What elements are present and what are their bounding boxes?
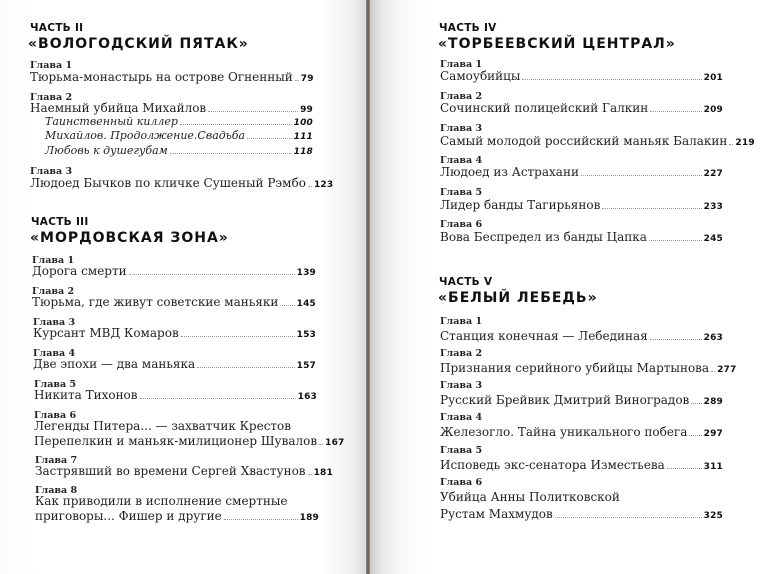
leader-dots bbox=[208, 110, 298, 112]
page-number: 181 bbox=[313, 468, 333, 478]
chapter-label: Глава 5 bbox=[440, 187, 483, 198]
page-number: 289 bbox=[703, 397, 723, 407]
chapter-title-line: Легенды Питера... — захватчик Крестов bbox=[34, 419, 292, 433]
chapter-title: Исповедь экс-сенатора Изместьева bbox=[440, 458, 665, 472]
subsection-title: Михайлов. Продолжение.Свадьба bbox=[45, 129, 246, 142]
chapter-title-line: Убийца Анны Политковской bbox=[440, 490, 620, 504]
toc-entry[interactable] bbox=[35, 509, 319, 525]
chapter-label: Глава 1 bbox=[440, 316, 483, 327]
chapter-title: Две эпохи — два маньяка bbox=[33, 357, 196, 371]
chapter-label: Глава 2 bbox=[440, 348, 483, 359]
page-number: 99 bbox=[300, 105, 313, 115]
chapter-title: Перепелкин и маньяк-милиционер Шувалов bbox=[34, 434, 318, 448]
chapter-label: Глава 4 bbox=[440, 155, 483, 166]
chapter-title: Застрявший во времени Сергей Хвастунов bbox=[35, 464, 306, 478]
leader-dots bbox=[729, 143, 733, 145]
toc-entry[interactable] bbox=[440, 165, 723, 181]
chapter-label: Глава 7 bbox=[35, 455, 78, 466]
chapter-label: Глава 5 bbox=[34, 379, 77, 390]
chapter-title: Никита Тихонов bbox=[34, 388, 138, 402]
chapter-title: Людоед Бычков по кличке Сушеный Рэмбо bbox=[30, 176, 306, 190]
page-number: 263 bbox=[703, 333, 723, 343]
page-number: 325 bbox=[703, 511, 723, 521]
toc-entry[interactable] bbox=[32, 264, 316, 280]
page-number: 189 bbox=[299, 513, 319, 523]
chapter-label: Глава 1 bbox=[440, 59, 483, 70]
page-number: 233 bbox=[703, 202, 723, 212]
leader-dots bbox=[522, 78, 701, 80]
right-page bbox=[370, 0, 765, 574]
chapter-title: Сочинский полицейский Галкин bbox=[440, 101, 649, 115]
part-title: «ВОЛОГОДСКИЙ ПЯТАК» bbox=[28, 36, 249, 52]
chapter-title: Станция конечная — Лебединая bbox=[440, 329, 648, 343]
chapter-title: Лидер банды Тагирьянов bbox=[440, 198, 601, 212]
page-number: 153 bbox=[296, 330, 316, 340]
leader-dots bbox=[649, 239, 702, 241]
chapter-title: Тюрьма-монастырь на острове Огненный bbox=[30, 70, 293, 84]
chapter-label: Глава 3 bbox=[440, 123, 483, 134]
toc-entry[interactable] bbox=[440, 69, 723, 85]
toc-entry[interactable] bbox=[440, 425, 723, 441]
chapter-label: Глава 6 bbox=[440, 219, 483, 230]
toc-entry[interactable] bbox=[440, 393, 723, 409]
page-number: 277 bbox=[717, 365, 737, 375]
toc-entry[interactable] bbox=[440, 329, 723, 345]
chapter-title: Дорога смерти bbox=[32, 264, 127, 278]
leader-dots bbox=[691, 402, 701, 404]
toc-subentry[interactable] bbox=[45, 115, 313, 130]
leader-dots bbox=[129, 273, 295, 275]
chapter-title: Русский Брейвик Дмитрий Виноградов bbox=[440, 393, 690, 407]
page-number: 145 bbox=[296, 299, 316, 309]
leader-dots bbox=[667, 467, 702, 469]
chapter-label: Глава 2 bbox=[30, 92, 73, 103]
toc-entry[interactable] bbox=[440, 507, 723, 523]
leader-dots bbox=[295, 79, 299, 81]
chapter-title: Самоубийцы bbox=[440, 69, 521, 83]
part-label: ЧАСТЬ II bbox=[30, 22, 84, 34]
chapter-title: Людоед из Астрахани bbox=[440, 165, 579, 179]
chapter-title: Железогло. Тайна уникального побега bbox=[440, 425, 688, 439]
toc-entry[interactable] bbox=[440, 101, 723, 117]
chapter-title: Курсант МВД Комаров bbox=[33, 326, 179, 340]
chapter-label: Глава 3 bbox=[30, 166, 73, 177]
toc-subentry[interactable] bbox=[45, 144, 313, 159]
leader-dots bbox=[280, 304, 294, 306]
leader-dots bbox=[602, 207, 701, 209]
page-number: 100 bbox=[293, 118, 313, 128]
toc-entry[interactable] bbox=[440, 134, 755, 150]
leader-dots bbox=[581, 174, 702, 176]
toc-subentry[interactable] bbox=[45, 129, 313, 144]
leader-dots bbox=[650, 110, 701, 112]
toc-entry[interactable] bbox=[440, 198, 723, 214]
leader-dots bbox=[689, 434, 701, 436]
leader-dots bbox=[247, 137, 292, 139]
subsection-title: Любовь к душегубам bbox=[45, 144, 168, 157]
page-number: 201 bbox=[703, 73, 723, 83]
chapter-label: Глава 8 bbox=[35, 485, 78, 496]
toc-entry[interactable] bbox=[440, 230, 723, 246]
chapter-label: Глава 2 bbox=[32, 286, 75, 297]
toc-entry[interactable] bbox=[34, 434, 345, 450]
chapter-label: Глава 5 bbox=[440, 445, 483, 456]
subsection-title: Таинственный киллер bbox=[45, 115, 178, 128]
part-title: «МОРДОВСКАЯ ЗОНА» bbox=[30, 230, 229, 246]
page-number: 297 bbox=[703, 429, 723, 439]
chapter-label: Глава 1 bbox=[30, 60, 73, 71]
part-label: ЧАСТЬ IV bbox=[439, 22, 497, 34]
page-number: 118 bbox=[293, 147, 313, 157]
leader-dots bbox=[308, 473, 312, 475]
toc-entry[interactable] bbox=[33, 326, 316, 342]
page-number: 209 bbox=[703, 105, 723, 115]
toc-entry[interactable] bbox=[30, 176, 334, 192]
leader-dots bbox=[180, 123, 292, 125]
chapter-label: Глава 6 bbox=[440, 477, 483, 488]
page-number: 245 bbox=[703, 234, 723, 244]
chapter-title: Вова Беспредел из банды Цапка bbox=[440, 230, 647, 244]
book-gutter bbox=[366, 0, 370, 574]
page-number: 227 bbox=[703, 169, 723, 179]
chapter-label: Глава 3 bbox=[33, 317, 76, 328]
leader-dots bbox=[650, 338, 702, 340]
leader-dots bbox=[308, 185, 312, 187]
page-number: 111 bbox=[293, 132, 313, 142]
leader-dots bbox=[711, 370, 715, 372]
leader-dots bbox=[555, 516, 702, 518]
chapter-label: Глава 4 bbox=[33, 348, 76, 359]
page-number: 219 bbox=[735, 138, 755, 148]
toc-entry[interactable] bbox=[32, 295, 316, 311]
page-number: 139 bbox=[296, 268, 316, 278]
toc-entry[interactable] bbox=[440, 458, 723, 474]
part-label: ЧАСТЬ V bbox=[439, 276, 493, 288]
leader-dots bbox=[197, 366, 294, 368]
toc-entry[interactable] bbox=[440, 361, 737, 377]
chapter-title-line: Как приводили в исполнение смертные bbox=[35, 494, 288, 508]
chapter-title: Признания серийного убийцы Мартынова bbox=[440, 361, 710, 375]
chapter-title: Наемный убийца Михайлов bbox=[30, 101, 207, 115]
chapter-label: Глава 4 bbox=[440, 412, 483, 423]
part-title: «БЕЛЫЙ ЛЕБЕДЬ» bbox=[438, 290, 598, 306]
leader-dots bbox=[170, 152, 292, 154]
chapter-label: Глава 6 bbox=[34, 410, 77, 421]
page-number: 167 bbox=[325, 438, 345, 448]
leader-dots bbox=[181, 335, 295, 337]
toc-entry[interactable] bbox=[34, 388, 317, 404]
chapter-title: Самый молодой российский маньяк Балакин bbox=[440, 134, 728, 148]
toc-entry[interactable] bbox=[35, 464, 333, 480]
toc-entry[interactable] bbox=[30, 70, 313, 86]
page-number: 79 bbox=[300, 74, 314, 84]
chapter-label: Глава 2 bbox=[440, 91, 483, 102]
page-number: 123 bbox=[313, 180, 334, 190]
page-number: 157 bbox=[296, 361, 316, 371]
page-number: 163 bbox=[297, 392, 317, 402]
chapter-title: приговоры... Фишер и другие bbox=[35, 509, 222, 523]
chapter-title: Тюрьма, где живут советские маньяки bbox=[32, 295, 279, 309]
leader-dots bbox=[224, 518, 298, 520]
part-title: «ТОРБЕЕВСКИЙ ЦЕНТРАЛ» bbox=[438, 36, 676, 52]
leader-dots bbox=[319, 443, 323, 445]
chapter-label: Глава 3 bbox=[440, 380, 483, 391]
toc-entry[interactable] bbox=[33, 357, 316, 373]
chapter-label: Глава 1 bbox=[32, 255, 75, 266]
chapter-title: Рустам Махмудов bbox=[440, 507, 553, 521]
page-number: 311 bbox=[703, 462, 723, 472]
part-label: ЧАСТЬ III bbox=[31, 216, 89, 228]
leader-dots bbox=[140, 397, 296, 399]
